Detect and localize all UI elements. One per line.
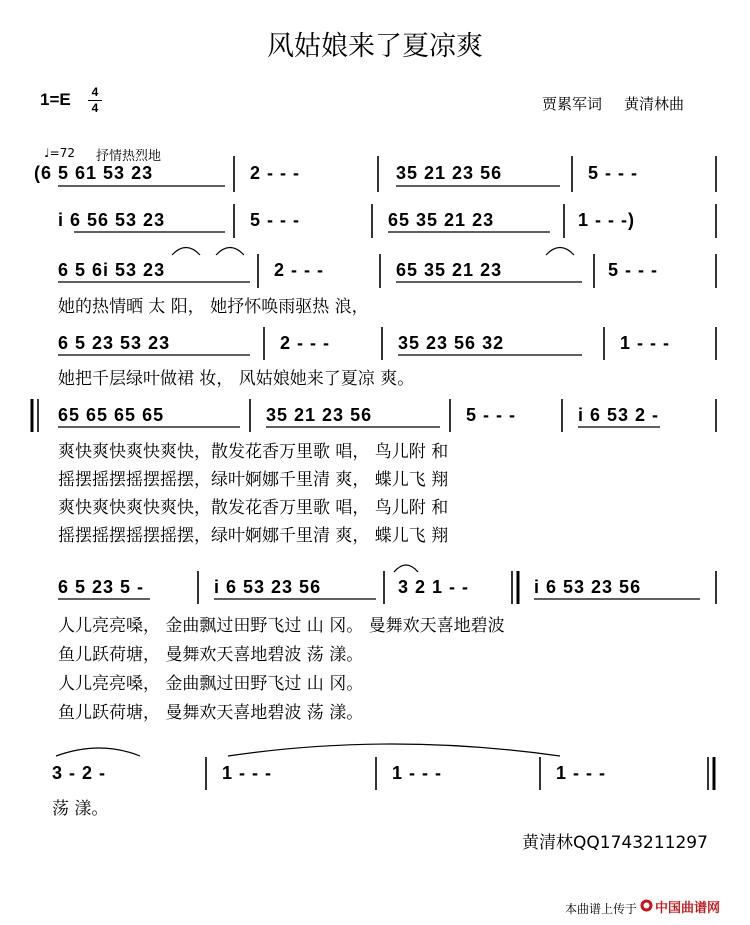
system-7-lyrics: 荡 漾。	[52, 799, 109, 819]
system-5-measure-2: 35 21 23 56	[266, 405, 373, 425]
system-2-measure-3: 65 35 21 23	[388, 210, 495, 230]
system-7-measure-2: 1 - - -	[222, 763, 272, 783]
system-4-measure-3: 35 23 56 32	[398, 333, 505, 353]
slur	[228, 744, 560, 756]
system-7-measure-3: 1 - - -	[392, 763, 442, 783]
system-2-measure-1: i 6 56 53 23	[58, 210, 166, 230]
system-5-lyrics-verse-2: 摇摆摇摆摇摆摇摆，绿叶婀娜千里清 爽， 蝶儿飞 翔	[58, 470, 449, 490]
system-6-measure-3: 3 2 1 - -	[398, 577, 470, 597]
composer-credit: 黄清林曲	[624, 95, 685, 113]
slur	[172, 248, 200, 256]
slur	[56, 748, 140, 756]
slur	[394, 565, 418, 572]
system-6-lyrics-verse-1: 人儿亮亮嗓， 金曲飘过田野飞过 山 冈。 曼舞欢天喜地碧波	[58, 616, 505, 636]
system-5-measure-3: 5 - - -	[466, 405, 516, 425]
expression-marking: 抒情热烈地	[96, 149, 162, 164]
arranger-signature: 黄清林QQ1743211297	[522, 833, 708, 853]
system-4-measure-4: 1 - - -	[620, 333, 670, 353]
key-signature: 1=E	[40, 90, 71, 109]
system-5-lyrics-verse-1: 爽快爽快爽快爽快，散发花香万里歌 唱， 鸟儿附 和	[58, 442, 449, 462]
system-7-measure-4: 1 - - -	[556, 763, 606, 783]
system-1-measure-2: 2 - - -	[250, 163, 300, 183]
system-2-measure-4: 1 - - -)	[578, 210, 635, 230]
system-7-measure-1: 3 - 2 -	[52, 763, 107, 783]
system-5-lyrics-verse-3: 爽快爽快爽快爽快，散发花香万里歌 唱， 鸟儿附 和	[58, 498, 449, 518]
site-logo-icon	[640, 899, 653, 912]
system-1-measure-4: 5 - - -	[588, 163, 638, 183]
system-6-measure-2: i 6 53 23 56	[214, 577, 322, 597]
system-6-lyrics-verse-2: 鱼儿跃荷塘， 曼舞欢天喜地碧波 荡 漾。	[58, 645, 364, 665]
time-signature-top: 4	[91, 85, 99, 99]
time-signature-bottom: 4	[91, 101, 99, 115]
system-4-measure-1: 6 5 23 53 23	[58, 333, 171, 353]
system-6-lyrics-verse-4: 鱼儿跃荷塘， 曼舞欢天喜地碧波 荡 漾。	[58, 703, 364, 723]
slur	[216, 248, 244, 256]
system-3-measure-4: 5 - - -	[608, 260, 658, 280]
system-1-measure-1: (6 5 61 53 23	[34, 163, 154, 183]
song-title: 风姑娘来了夏凉爽	[267, 31, 483, 62]
system-6-measure-4: i 6 53 23 56	[534, 577, 642, 597]
system-6-measure-1: 6 5 23 5 -	[58, 577, 145, 597]
system-6-lyrics-verse-3: 人儿亮亮嗓， 金曲飘过田野飞过 山 冈。	[58, 674, 364, 694]
system-5-measure-4: i 6 53 2 -	[578, 405, 660, 425]
site-name[interactable]: 中国曲谱网	[655, 900, 721, 915]
system-3-lyrics: 她的热情晒 太 阳， 她抒怀唤雨驱热 浪，	[58, 297, 369, 317]
lyricist-credit: 贾累军词	[542, 95, 603, 113]
system-5-lyrics-verse-4: 摇摆摇摆摇摆摇摆，绿叶婀娜千里清 爽， 蝶儿飞 翔	[58, 526, 449, 546]
system-3-measure-1: 6 5 6i 53 23	[58, 260, 166, 280]
system-3-measure-3: 65 35 21 23	[396, 260, 503, 280]
system-5-measure-1: 65 65 65 65	[58, 405, 165, 425]
slur	[546, 248, 574, 256]
system-4-measure-2: 2 - - -	[280, 333, 330, 353]
system-4-lyrics: 她把千层绿叶做裙 妆， 风姑娘她来了夏凉 爽。	[58, 369, 415, 389]
upload-notice: 本曲谱上传于	[565, 902, 638, 916]
tempo-marking: ♩=72	[44, 146, 75, 160]
system-1-measure-3: 35 21 23 56	[396, 163, 503, 183]
system-3-measure-2: 2 - - -	[274, 260, 324, 280]
system-2-measure-2: 5 - - -	[250, 210, 300, 230]
